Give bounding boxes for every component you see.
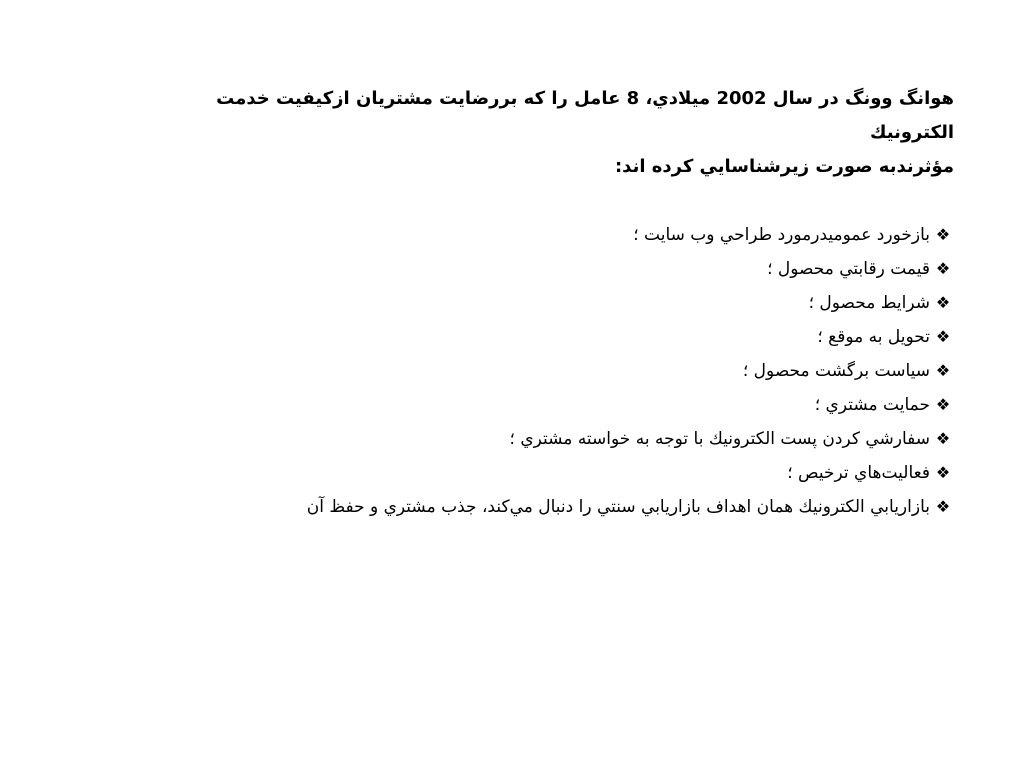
list-item [154, 422, 954, 456]
list-item [154, 286, 954, 320]
list-item-text: حمايت مشتري ؛ [814, 395, 930, 415]
list-item [154, 354, 954, 388]
intro-line-1: هوانگ وونگ در سال 2002 ميلادي، 8 عامل را كه بررضايت مشتريان ازكيفيت خدمت الكترونيك [216, 88, 954, 143]
list-item-text: سفارشي كردن پست الكترونيك با توجه به خواسته مشتري ؛ [509, 429, 930, 449]
diamond-fleuron-icon: ❖ [935, 225, 951, 244]
list-item-text: سياست برگشت محصول ؛ [742, 361, 930, 381]
list-item-text: شرايط محصول ؛ [808, 293, 930, 313]
list-item-text: قيمت رقابتي محصول ؛ [767, 259, 930, 279]
diamond-fleuron-icon: ❖ [935, 463, 951, 482]
list-item [154, 456, 954, 490]
list-item-text: بازخورد عموميدرمورد طراحي وب سايت ؛ [633, 225, 930, 245]
diamond-fleuron-icon: ❖ [935, 497, 951, 516]
bullet-list [154, 218, 954, 524]
list-item [154, 388, 954, 422]
list-item-text: بازاريابي الكترونيك همان اهداف بازاريابي سنتي را دنبال مي‌كند، جذب مشتري و حفظ آن [306, 497, 930, 517]
diamond-fleuron-icon: ❖ [935, 361, 951, 380]
list-item-text: تحويل به موقع ؛ [817, 327, 930, 347]
diamond-fleuron-icon: ❖ [935, 327, 951, 346]
diamond-fleuron-icon: ❖ [935, 293, 951, 312]
intro-line-2: مؤثرندبه صورت زيرشناسايي كرده اند: [614, 156, 954, 177]
diamond-fleuron-icon: ❖ [935, 429, 951, 448]
list-item [154, 218, 954, 252]
intro-paragraph [154, 82, 954, 184]
diamond-fleuron-icon: ❖ [935, 395, 951, 414]
diamond-fleuron-icon: ❖ [935, 259, 951, 278]
list-item [154, 320, 954, 354]
list-item-text: فعاليت‌هاي ترخيص ؛ [787, 463, 930, 483]
list-item [154, 490, 954, 524]
list-item [154, 252, 954, 286]
